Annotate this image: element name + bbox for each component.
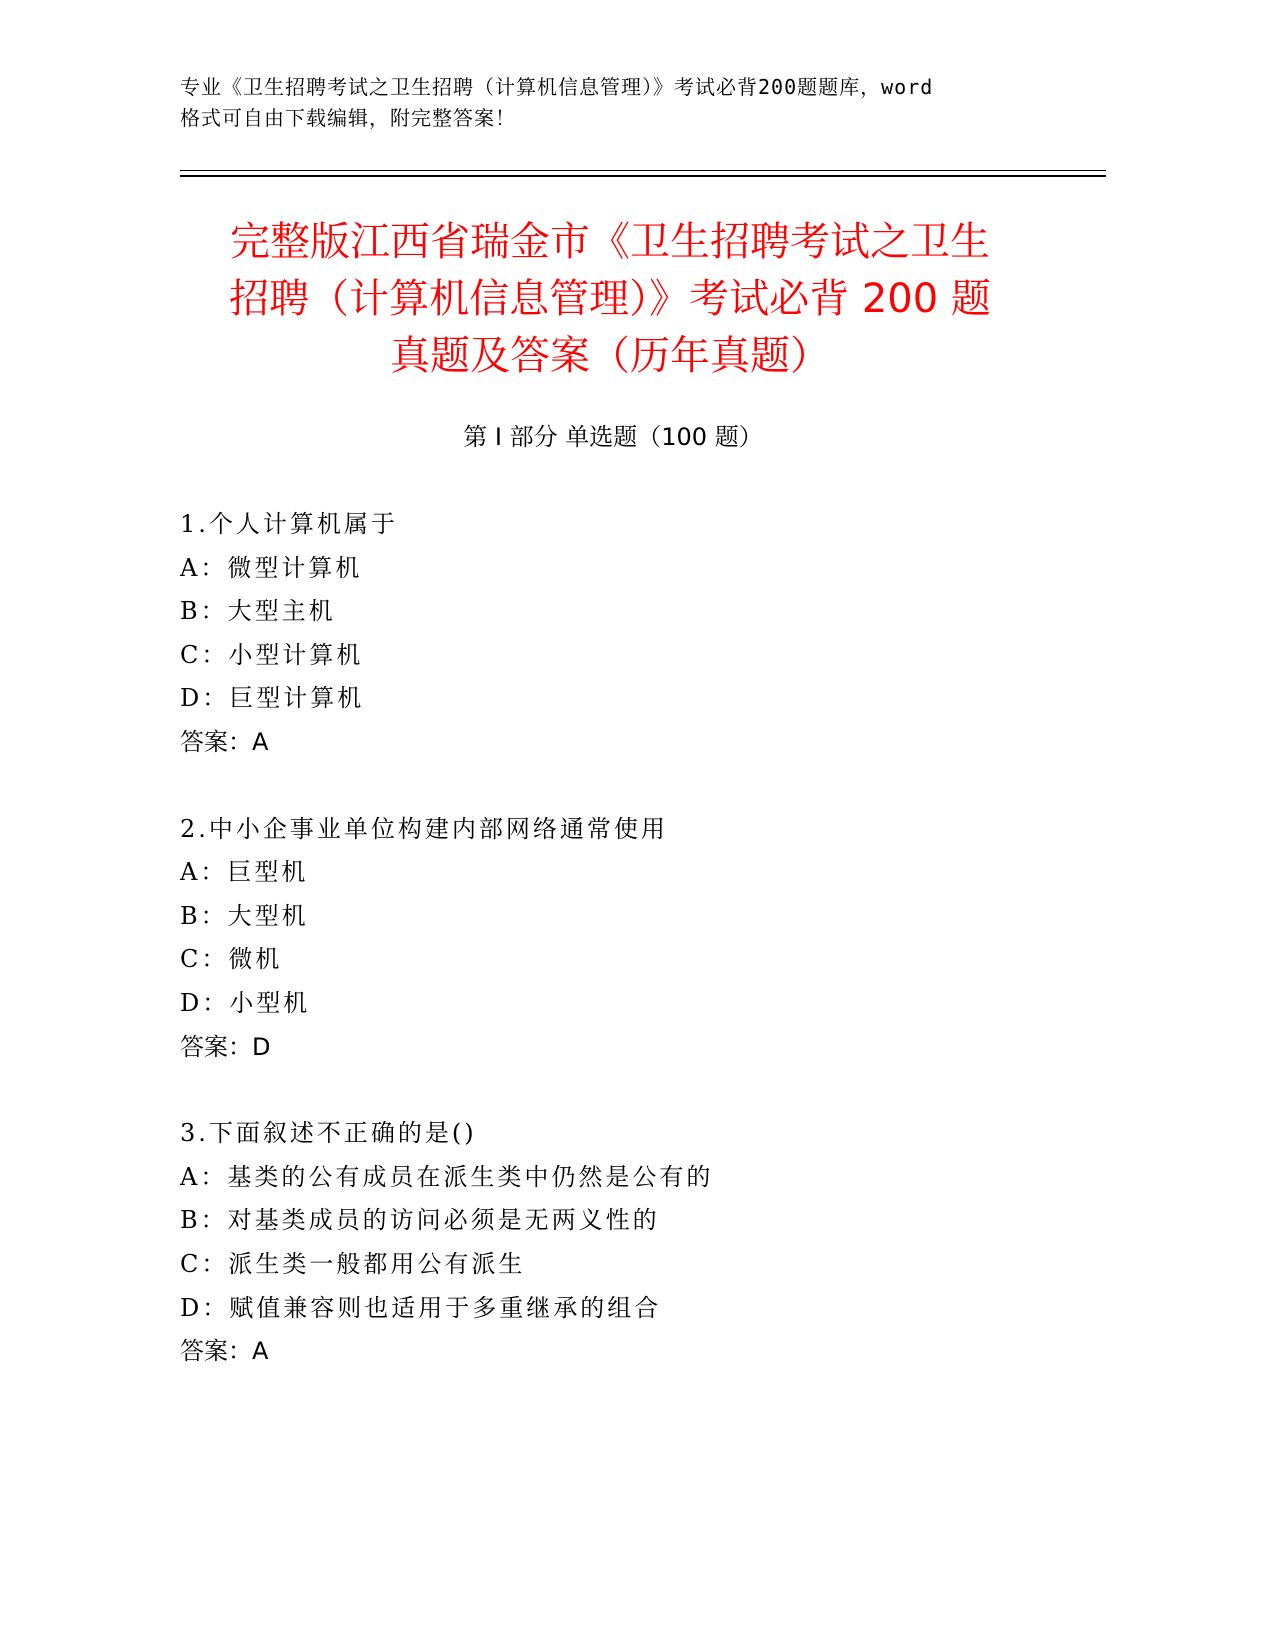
question-stem: 2.中小企事业单位构建内部网络通常使用 [180, 814, 668, 843]
header-line-1: 专业《卫生招聘考试之卫生招聘（计算机信息管理）》考试必背200题题库，word [180, 75, 934, 99]
option-b: B：大型主机 [180, 597, 336, 626]
question-3 [180, 1112, 1080, 1374]
option-c: C：派生类一般都用公有派生 [180, 1249, 526, 1278]
option-c: C：微机 [180, 945, 283, 974]
option-b: B：对基类成员的访问必须是无两义性的 [180, 1206, 660, 1235]
answer-line: 答案：A [180, 1337, 269, 1366]
title-line-3: 真题及答案（历年真题） [390, 333, 830, 379]
document-title [190, 214, 1030, 385]
option-b: B：大型机 [180, 901, 309, 930]
question-stem: 1.个人计算机属于 [180, 510, 398, 538]
question-stem: 3.下面叙述不正确的是() [180, 1119, 477, 1148]
option-d: D：小型机 [180, 988, 311, 1017]
title-line-2: 招聘（计算机信息管理）》考试必背 200 题 [229, 276, 991, 322]
option-d: D：赋值兼容则也适用于多重继承的组合 [180, 1293, 662, 1322]
section-heading: 第 I 部分 单选题（100 题） [463, 423, 763, 451]
document-header-note [180, 72, 1060, 134]
option-a: A：巨型机 [180, 858, 309, 887]
question-list [180, 503, 1080, 1417]
option-a: A：微型计算机 [180, 553, 363, 582]
header-divider-thin [180, 170, 1106, 171]
option-d: D：巨型计算机 [180, 684, 365, 713]
option-c: C：小型计算机 [180, 640, 364, 669]
header-line-2: 格式可自由下载编辑，附完整答案！ [180, 106, 516, 130]
header-divider-thick [180, 175, 1106, 177]
answer-line: 答案：A [180, 727, 269, 756]
option-a: A：基类的公有成员在派生类中仍然是公有的 [180, 1162, 714, 1191]
question-1 [180, 503, 1080, 765]
question-2 [180, 808, 1080, 1070]
answer-line: 答案：D [180, 1032, 271, 1061]
title-line-1: 完整版江西省瑞金市《卫生招聘考试之卫生 [230, 219, 990, 265]
